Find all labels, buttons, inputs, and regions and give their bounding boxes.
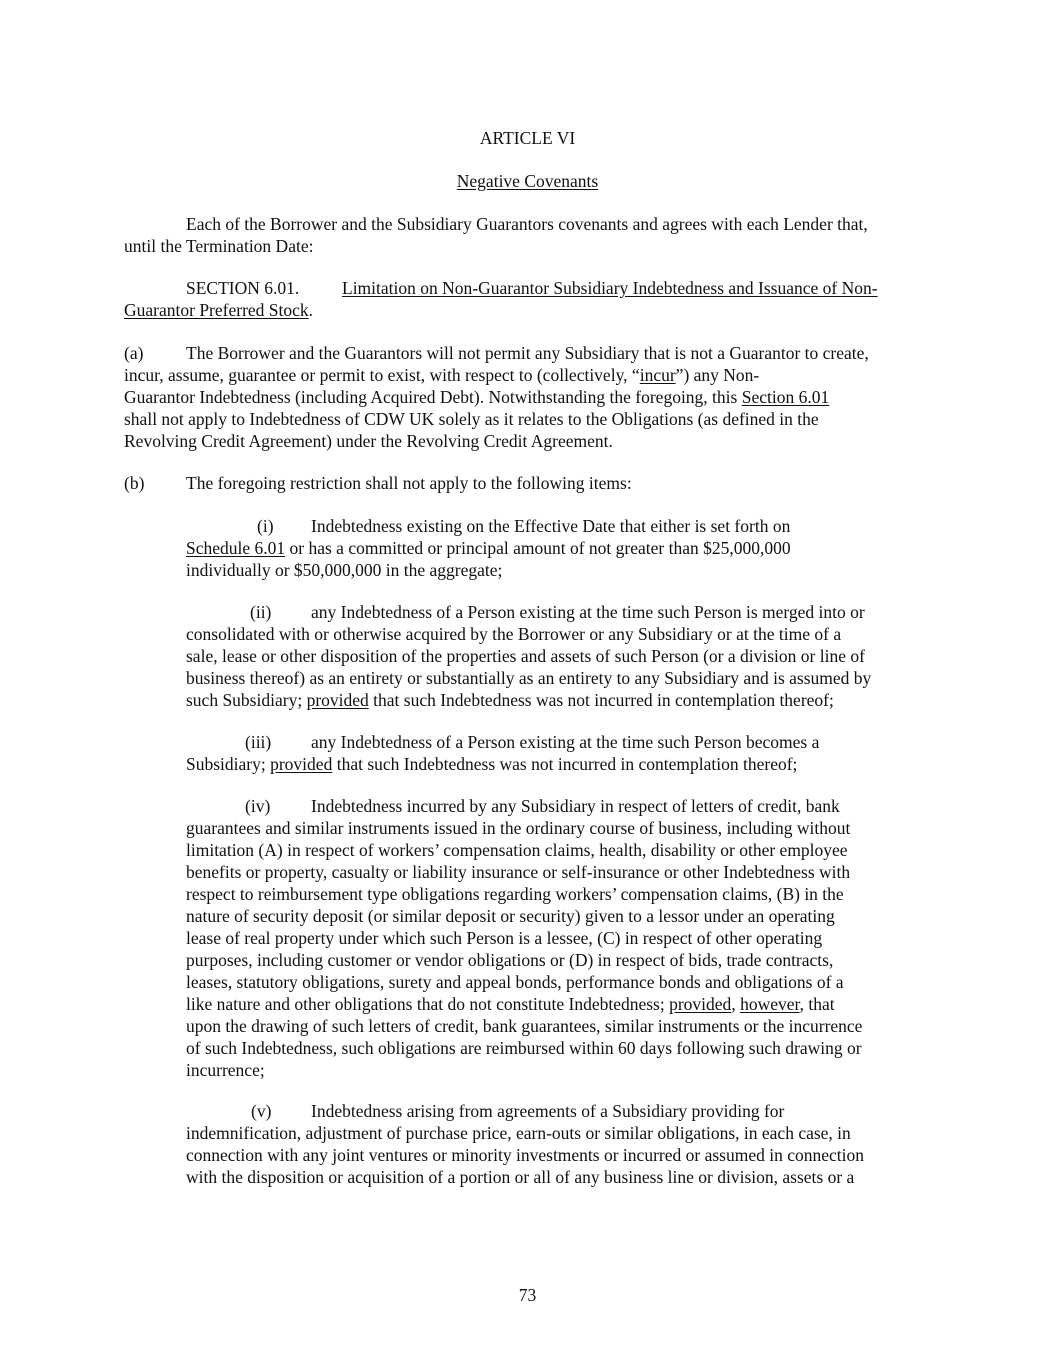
item-iv-line-10-before: like nature and other obligations that do not constitute Indebtedness;: [186, 994, 670, 1014]
intro-line-1: Each of the Borrower and the Subsidiary Guarantors covenants and agrees with each Lender that,: [186, 214, 868, 234]
item-ii-line-1: any Indebtedness of a Person existing at the time such Person is merged into or: [311, 602, 865, 622]
item-iv-line-10-mid: ,: [731, 994, 741, 1014]
section-heading-part-2: Guarantor Preferred Stock: [124, 300, 309, 320]
section-heading-line-1: [342, 277, 878, 299]
item-i-line-3: individually or $50,000,000 in the aggregate;: [186, 560, 503, 580]
para-a-line-3: [124, 386, 829, 408]
item-v-label: (v): [251, 1101, 272, 1121]
item-i-label: (i): [257, 516, 274, 536]
section-heading-end: .: [308, 300, 314, 320]
item-iv-line-9: leases, statutory obligations, surety and appeal bonds, performance bonds and obligations of a: [186, 972, 844, 992]
item-v-line-4: with the disposition or acquisition of a portion or all of any business line or division, assets or a: [186, 1167, 855, 1187]
item-v-line-1: Indebtedness arising from agreements of a Subsidiary providing for: [311, 1101, 785, 1121]
section-6-01-reference: Section 6.01: [741, 387, 830, 407]
article-title: ARTICLE VI: [479, 128, 576, 148]
item-ii-line-5-before: such Subsidiary;: [186, 690, 307, 710]
article-subtitle: [0, 170, 1055, 192]
item-ii-line-3: sale, lease or other disposition of the properties and assets of such Person (or a division or line of: [186, 646, 865, 666]
item-v-line-2: indemnification, adjustment of purchase price, earn-outs or similar obligations, in each case, in: [186, 1123, 851, 1143]
para-a-line-3-before: Guarantor Indebtedness (including Acquired Debt). Notwithstanding the foregoing, this: [124, 387, 742, 407]
defined-term-provided: provided: [306, 690, 369, 710]
para-a-line-2-before: incur, assume, guarantee or permit to exist, with respect to (collectively, “: [124, 365, 640, 385]
para-a-line-2-after: ”) any Non-: [675, 365, 760, 385]
item-iv-line-13: incurrence;: [186, 1060, 265, 1080]
section-number: SECTION 6.01.: [186, 278, 300, 298]
defined-term-however: however: [740, 994, 800, 1014]
item-ii-line-2: consolidated with or otherwise acquired by the Borrower or any Subsidiary or at the time of a: [186, 624, 842, 644]
item-ii-line-4: business thereof) as an entirety or substantially as an entirety to any Subsidiary and is assumed by: [186, 668, 872, 688]
item-ii-line-5: [186, 689, 834, 711]
item-i-line-1: Indebtedness existing on the Effective Date that either is set forth on: [311, 516, 791, 536]
para-a-label: (a): [124, 343, 144, 363]
item-iv-label: (iv): [245, 796, 271, 816]
item-iv-line-12: of such Indebtedness, such obligations are reimbursed within 60 days following such drawing or: [186, 1038, 862, 1058]
item-iv-line-10-after: , that: [799, 994, 835, 1014]
item-iv-line-8: purposes, including customer or vendor obligations or (D) in respect of bids, trade contracts,: [186, 950, 834, 970]
defined-term-provided: provided: [669, 994, 732, 1014]
page-number: 73: [518, 1285, 537, 1305]
item-iii-line-2: [186, 753, 797, 775]
item-iv-line-6: nature of security deposit (or similar deposit or security) given to a lessor under an operating: [186, 906, 835, 926]
article-subtitle-text: Negative Covenants: [456, 171, 599, 191]
item-iv-line-4: benefits or property, casualty or liability insurance or self-insurance or other Indebtedness with: [186, 862, 851, 882]
para-b-label: (b): [124, 473, 145, 493]
section-heading-line-2: [124, 299, 313, 321]
item-iv-line-5: respect to reimbursement type obligations regarding workers’ compensation claims, (B) in the: [186, 884, 844, 904]
para-b-text: The foregoing restriction shall not apply to the following items:: [186, 473, 632, 493]
item-iii-line-1: any Indebtedness of a Person existing at the time such Person becomes a: [311, 732, 820, 752]
item-iii-line-2-after: that such Indebtedness was not incurred in contemplation thereof;: [332, 754, 798, 774]
item-ii-label: (ii): [250, 602, 272, 622]
section-heading-part-1: Limitation on Non-Guarantor Subsidiary Indebtedness and Issuance of Non-: [342, 278, 878, 298]
defined-term-incur: incur: [639, 365, 676, 385]
item-iv-line-11: upon the drawing of such letters of credit, bank guarantees, similar instruments or the incurrence: [186, 1016, 863, 1036]
defined-term-provided: provided: [270, 754, 333, 774]
para-a-line-4: shall not apply to Indebtedness of CDW UK solely as it relates to the Obligations (as defined in the: [124, 409, 819, 429]
intro-line-2: until the Termination Date:: [124, 236, 314, 256]
item-ii-line-5-after: that such Indebtedness was not incurred in contemplation thereof;: [368, 690, 834, 710]
para-a-line-1: The Borrower and the Guarantors will not permit any Subsidiary that is not a Guarantor to create,: [186, 343, 869, 363]
item-iv-line-7: lease of real property under which such Person is a lessee, (C) in respect of other operating: [186, 928, 823, 948]
item-iii-line-2-before: Subsidiary;: [186, 754, 271, 774]
item-iv-line-2: guarantees and similar instruments issued in the ordinary course of business, including without: [186, 818, 851, 838]
schedule-6-01-reference: Schedule 6.01: [186, 538, 286, 558]
item-i-line-2: [186, 537, 791, 559]
item-iv-line-10: [186, 993, 835, 1015]
item-i-line-2-after: or has a committed or principal amount of not greater than $25,000,000: [285, 538, 791, 558]
para-a-line-5: Revolving Credit Agreement) under the Revolving Credit Agreement.: [124, 431, 613, 451]
item-iv-line-1: Indebtedness incurred by any Subsidiary in respect of letters of credit, bank: [311, 796, 840, 816]
item-iv-line-3: limitation (A) in respect of workers’ compensation claims, health, disability or other employee: [186, 840, 848, 860]
para-a-line-2: [124, 364, 759, 386]
item-iii-label: (iii): [245, 732, 272, 752]
item-v-line-3: connection with any joint ventures or minority investments or incurred or assumed in connection: [186, 1145, 864, 1165]
